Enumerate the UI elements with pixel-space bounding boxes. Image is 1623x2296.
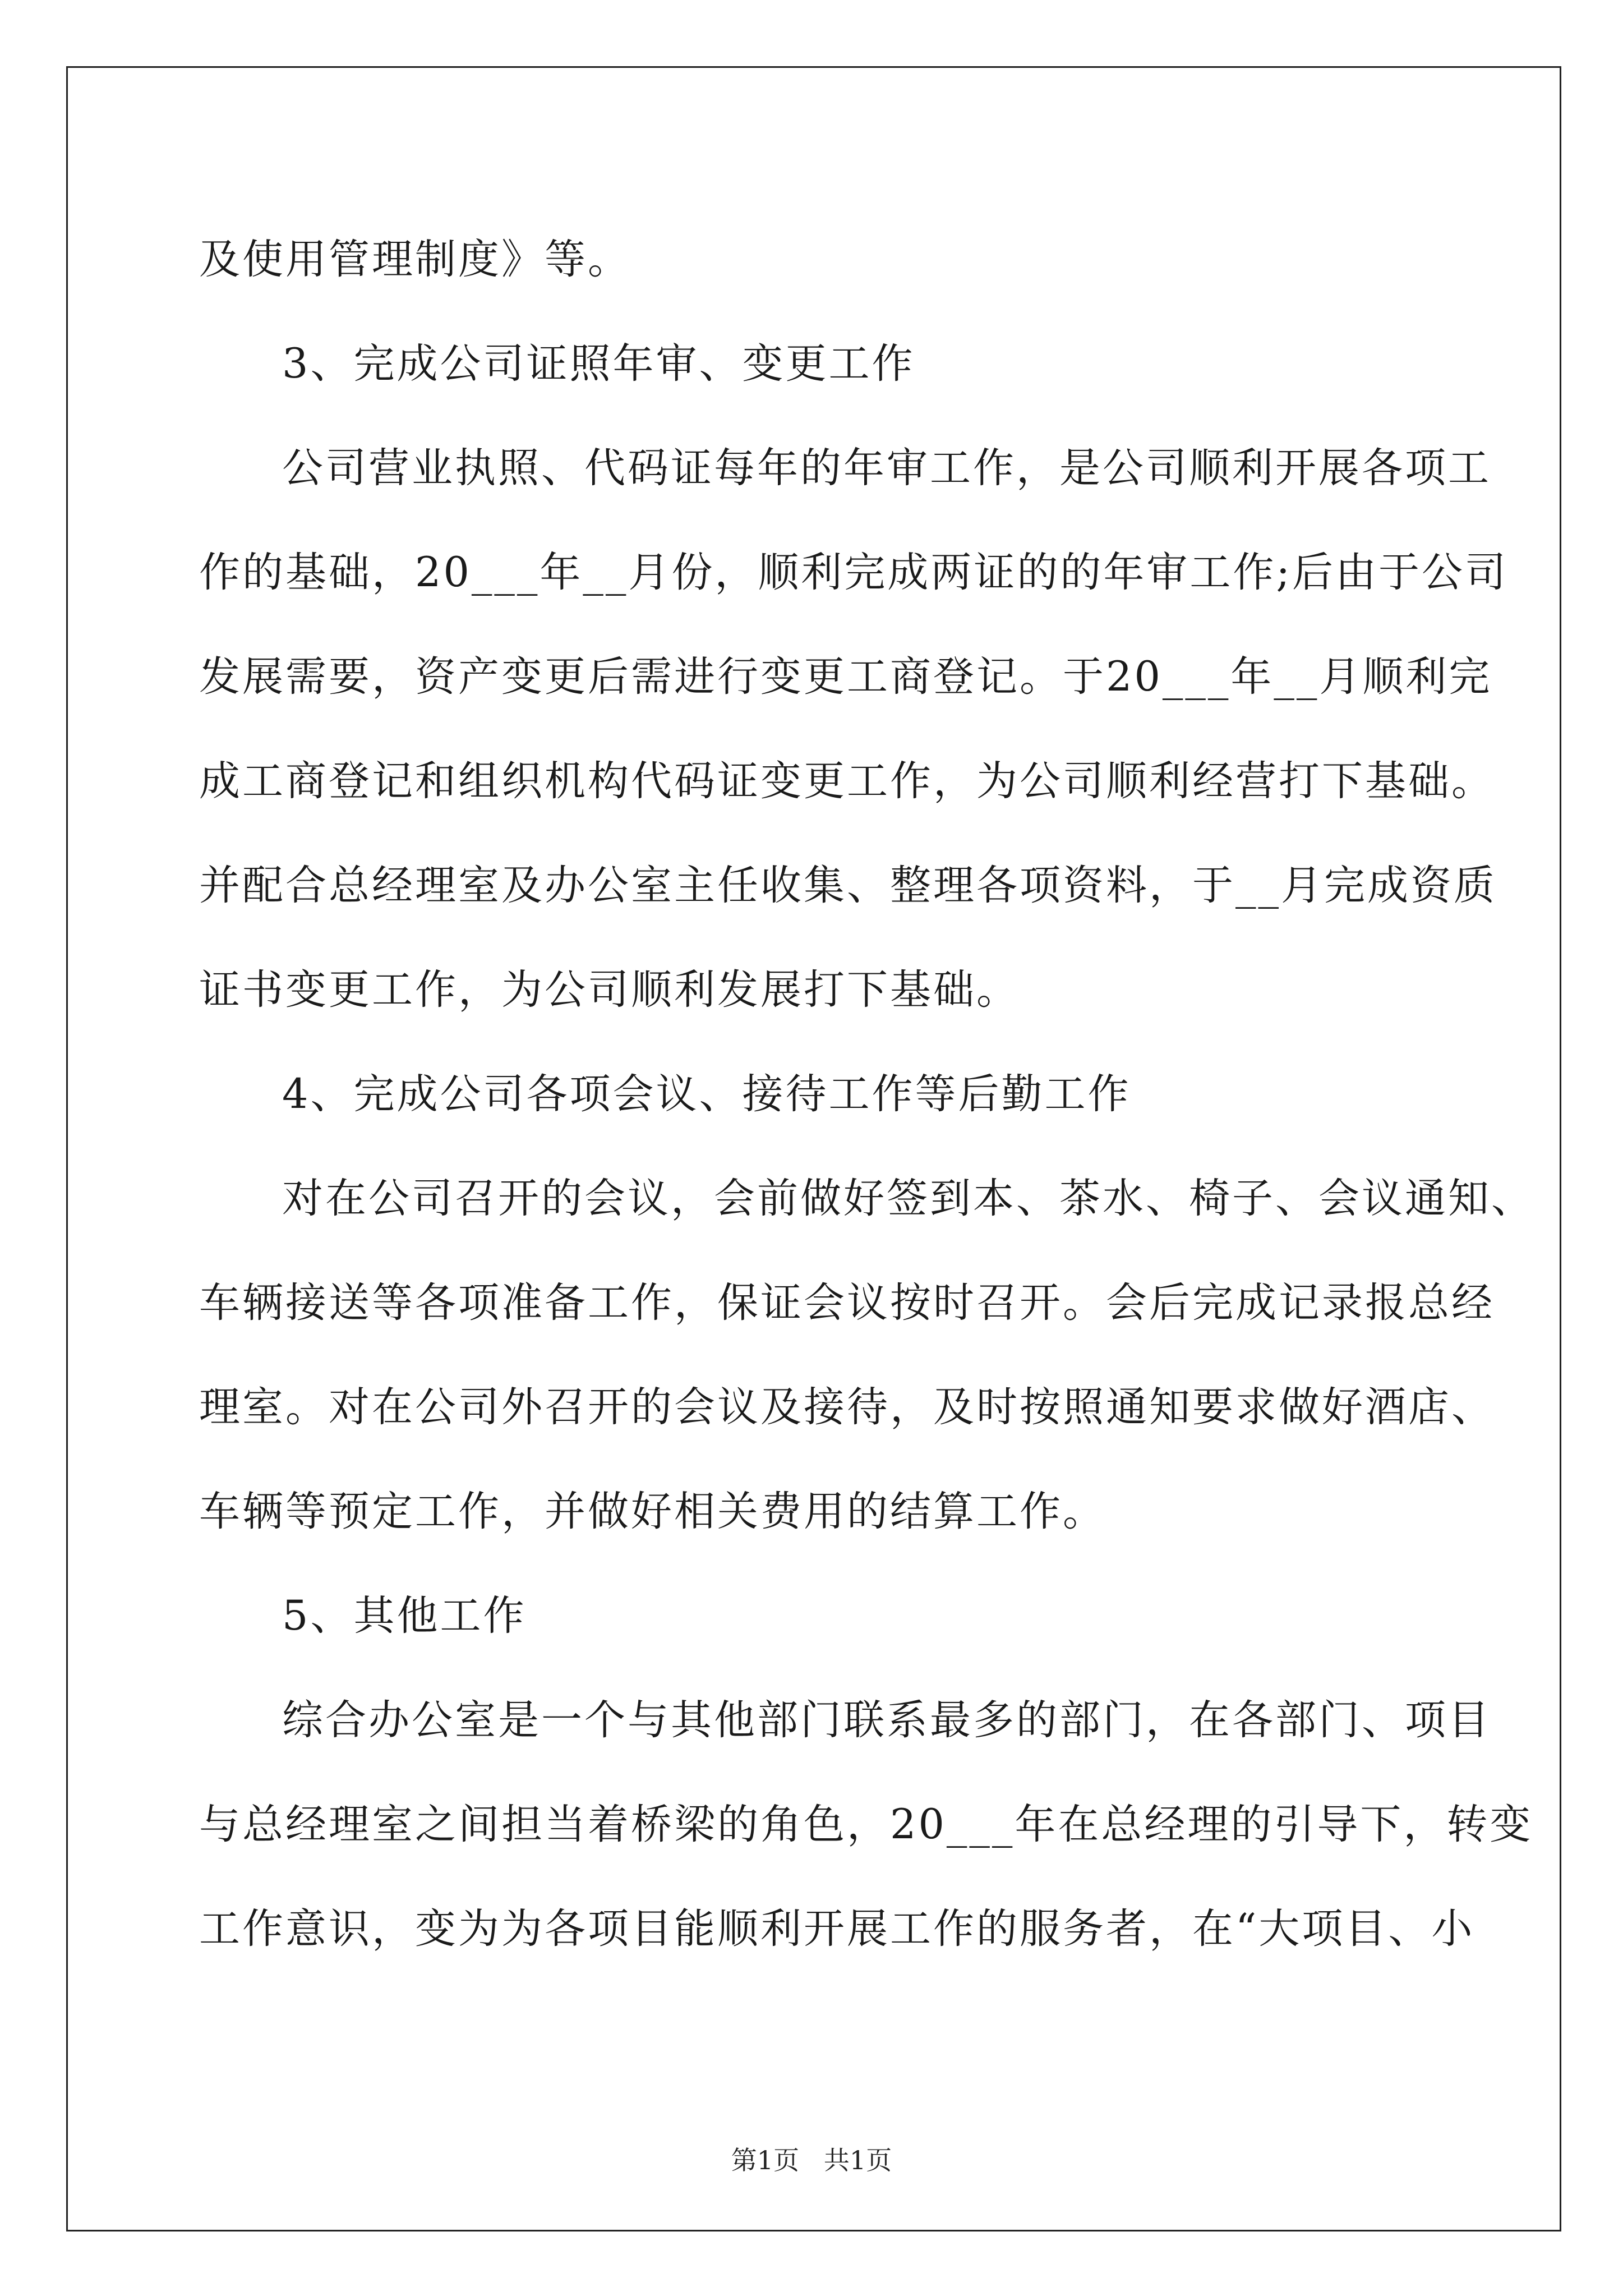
text-line-8: 证书变更工作，为公司顺利发展打下基础。 xyxy=(199,966,1020,1014)
text-line-3: 公司营业执照、代码证每年的年审工作，是公司顺利开展各项工 xyxy=(282,444,1491,492)
text-line-4: 作的基础，20___年__月份，顺利完成两证的的年审工作;后由于公司 xyxy=(199,549,1508,596)
text-line-15: 综合办公室是一个与其他部门联系最多的部门，在各部门、项目 xyxy=(282,1696,1491,1744)
document-body xyxy=(199,208,1534,1981)
section-heading-5: 5、其他工作 xyxy=(282,1592,527,1640)
page-footer xyxy=(0,2140,1623,2177)
section-heading-3: 3、完成公司证照年审、变更工作 xyxy=(282,340,915,388)
text-line-13: 车辆等预定工作，并做好相关费用的结算工作。 xyxy=(199,1488,1106,1535)
page-number-label: 第1页 共1页 xyxy=(731,2145,892,2175)
text-line-7: 并配合总经理室及办公室主任收集、整理各项资料，于__月完成资质 xyxy=(199,862,1497,909)
text-line-17: 工作意识，变为为各项目能顺利开展工作的服务者，在“大项目、小 xyxy=(199,1905,1475,1953)
text-line-11: 车辆接送等各项准备工作，保证会议按时召开。会后完成记录报总经 xyxy=(199,1279,1495,1327)
text-line-16: 与总经理室之间担当着桥梁的角色，20___年在总经理的引导下，转变 xyxy=(199,1801,1533,1848)
text-line-12: 理室。对在公司外召开的会议及接待，及时按照通知要求做好酒店、 xyxy=(199,1383,1495,1431)
text-line-5: 发展需要，资产变更后需进行变更工商登记。于20___年__月顺利完 xyxy=(199,653,1492,701)
section-heading-4: 4、完成公司各项会议、接待工作等后勤工作 xyxy=(282,1070,1131,1118)
text-line-6: 成工商登记和组织机构代码证变更工作，为公司顺利经营打下基础。 xyxy=(199,757,1495,805)
text-line-10: 对在公司召开的会议，会前做好签到本、茶水、椅子、会议通知、 xyxy=(282,1175,1534,1222)
text-line-1: 及使用管理制度》等。 xyxy=(199,236,631,283)
